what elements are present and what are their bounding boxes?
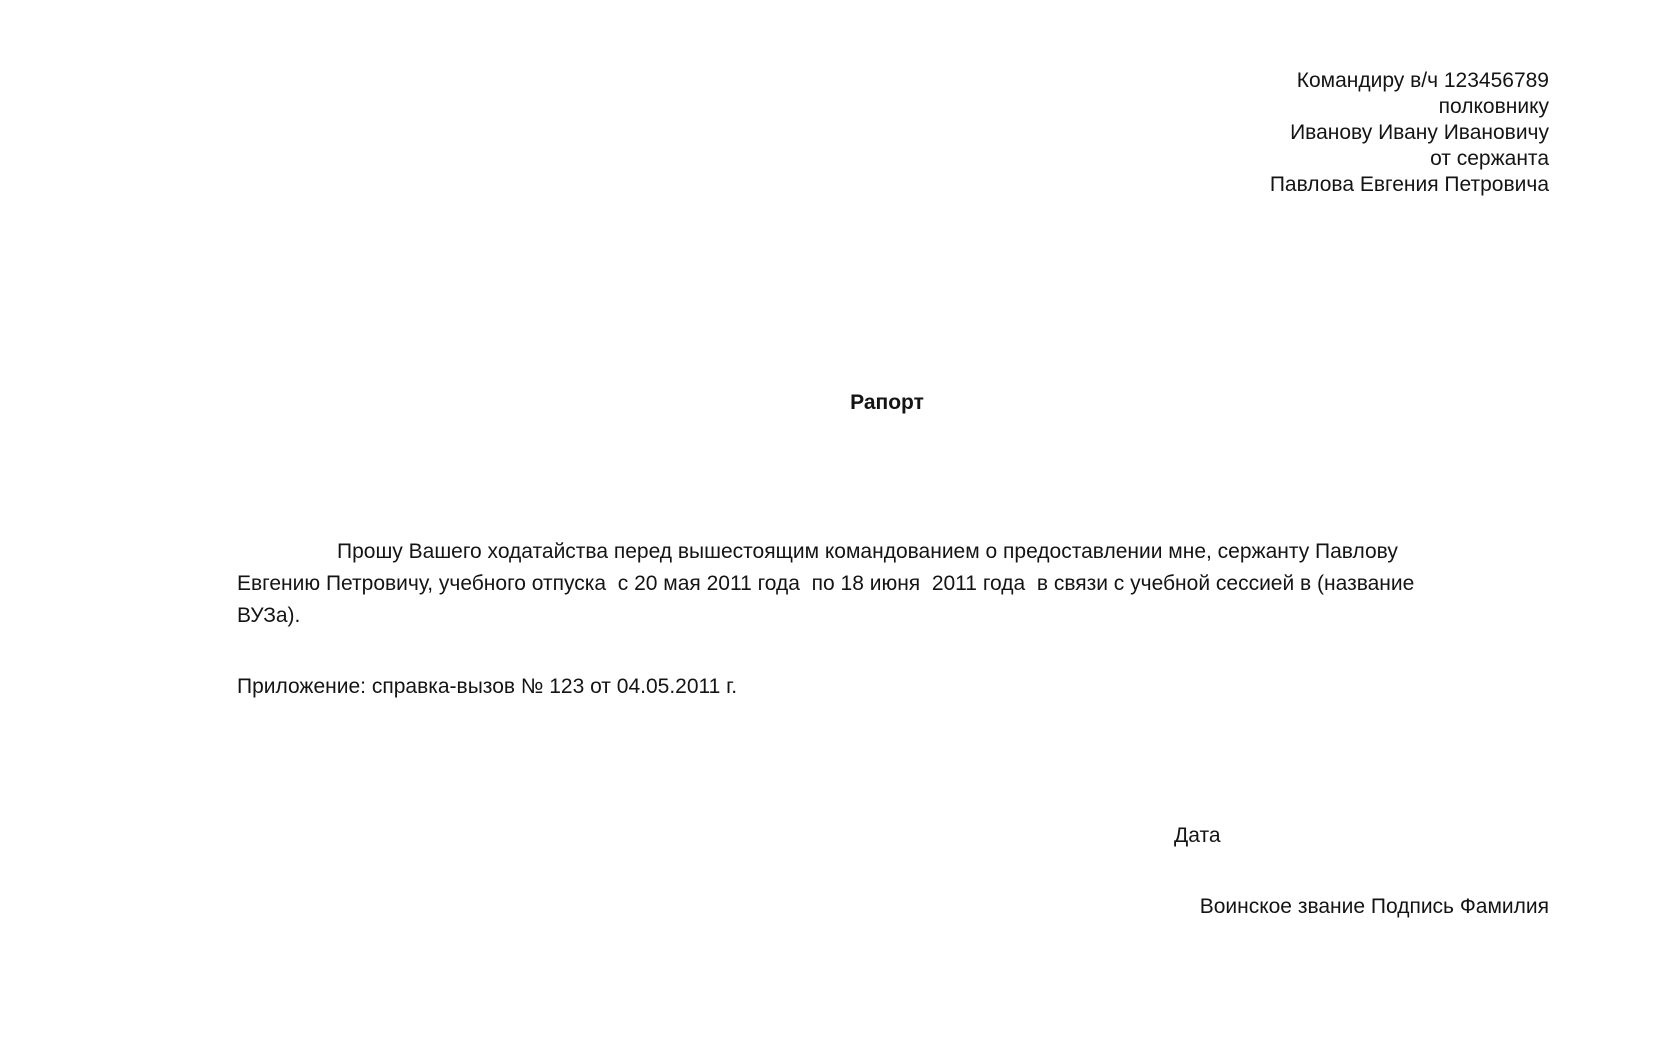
addressee-line-rank: полковнику	[1438, 95, 1549, 118]
request-body-line-3: ВУЗа).	[237, 604, 301, 627]
attachment-line: Приложение: справка-вызов № 123 от 04.05.2011 г.	[237, 675, 738, 698]
document-title: Рапорт	[850, 391, 924, 414]
addressee-line-sender: Павлова Евгения Петровича	[1269, 173, 1549, 196]
request-body-line-2: Евгению Петровичу, учебного отпуска с 20 мая 2011 года по 18 июня 2011 года в связи с учебной сессией в (название	[237, 572, 1415, 595]
addressee-line-unit: Командиру в/ч 123456789	[1296, 69, 1549, 92]
addressee-line-from: от сержанта	[1430, 147, 1549, 170]
date-label: Дата	[1174, 824, 1221, 847]
addressee-block	[849, 68, 1549, 198]
addressee-line-name: Иванову Ивану Ивановичу	[1290, 121, 1549, 144]
signature-line: Воинское звание Подпись Фамилия	[1199, 895, 1549, 918]
request-body-line-1: Прошу Вашего ходатайства перед вышестоящим командованием о предоставлении мне, сержанту Павлову	[337, 540, 1398, 563]
request-body	[237, 536, 1517, 632]
